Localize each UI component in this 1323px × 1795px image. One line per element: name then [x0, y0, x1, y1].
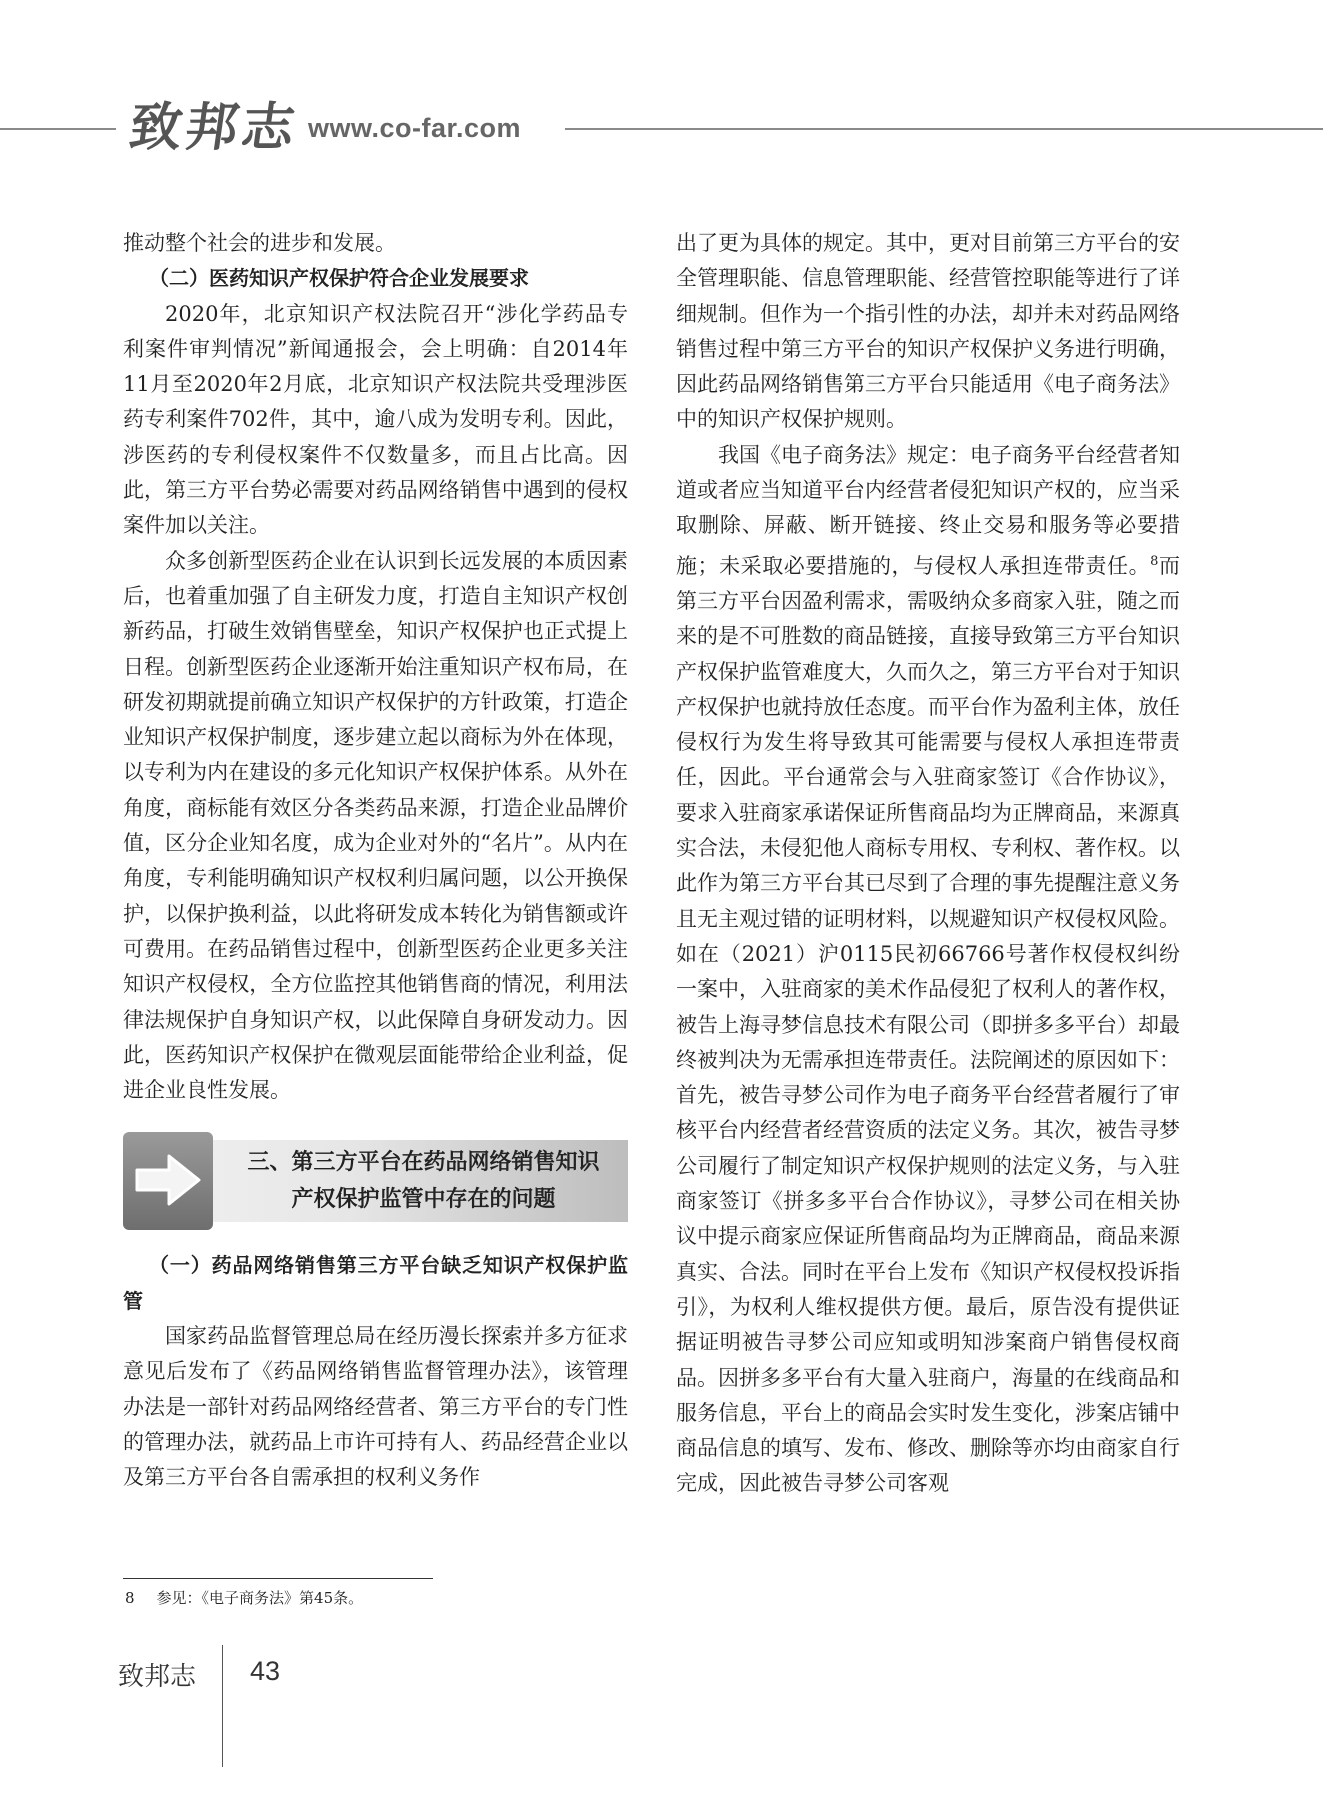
page-number: 43	[250, 1656, 281, 1686]
paragraph-text: 我国《电子商务法》规定：电子商务平台经营者知道或者应当知道平台内经营者侵犯知识产权的，应当采取删除、屏蔽、断开链接、终止交易和服务等必要措施；未采取必要措施的，与侵权人承担连带责任。	[676, 442, 1180, 578]
section-title	[219, 1144, 628, 1218]
section-heading-banner	[123, 1140, 628, 1222]
paragraph: 2020年，北京知识产权法院召开“涉化学药品专利案件审判情况”新闻通报会，会上明确：自2014年11月至2020年2月底，北京知识产权法院共受理涉医药专利案件702件，其中，逾八成为发明专利。因此，涉医药的专利侵权案件不仅数量多，而且占比高。因此，第三方平台势必需要对药品网络销售中遇到的侵权案件加以关注。	[123, 301, 628, 538]
paragraph: 出了更为具体的规定。其中，更对目前第三方平台的安全管理职能、信息管理职能、经营管控职能等进行了详细规制。但作为一个指引性的办法，却并未对药品网络销售过程中第三方平台的知识产权保护义务进行明确，因此药品网络销售第三方平台只能适用《电子商务法》中的知识产权保护规则。	[676, 231, 1180, 432]
arrow-badge	[123, 1132, 213, 1230]
website-url[interactable]: www.co-far.com	[308, 113, 522, 143]
left-column	[123, 226, 628, 1496]
subheading: （一）药品网络销售第三方平台缺乏知识产权保护监管	[123, 1253, 628, 1313]
subheading: （二）医药知识产权保护符合企业发展要求	[149, 266, 529, 291]
magazine-logo: 致邦志	[125, 97, 303, 158]
header-rule-right	[565, 128, 1323, 130]
paragraph: 众多创新型医药企业在认识到长远发展的本质因素后，也着重加强了自主研发力度，打造自主知识产权创新药品，打破生效销售壁垒，知识产权保护也正式提上日程。创新型医药企业逐渐开始注重知识产权布局，在研发初期就提前确立知识产权保护的方针政策，打造企业知识产权保护制度，逐步建立起以商标为外在体现，以专利为内在建设的多元化知识产权保护体系。从外在角度，商标能有效区分各类药品来源，打造企业品牌价值，区分企业知名度，成为企业对外的“名片”。从内在角度，专利能明确知识产权权利归属问题，以公开换保护，以保护换利益，以此将研发成本转化为销售额或许可费用。在药品销售过程中，创新型医药企业更多关注知识产权侵权，全方位监控其他销售商的情况，利用法律法规保护自身知识产权，以此保障自身研发动力。因此，医药知识产权保护在微观层面能带给企业利益，促进企业良性发展。	[123, 548, 628, 1103]
footer-brand: 致邦志	[118, 1662, 197, 1692]
section-title-line: 产权保护监管中存在的问题	[291, 1187, 556, 1213]
section-title-line: 三、第三方平台在药品网络销售知识	[247, 1150, 600, 1176]
footnote-ref[interactable]: 8	[1150, 553, 1159, 569]
arrow-right-icon	[131, 1150, 205, 1210]
footnote	[125, 1588, 363, 1608]
footnote-text: 参见：《电子商务法》第45条。	[156, 1589, 364, 1607]
paragraph-text: 而第三方平台因盈利需求，需吸纳众多商家入驻，随之而来的是不可胜数的商品链接，直接导致第三方平台知识产权保护监管难度大，久而久之，第三方平台对于知识产权保护也就持放任态度。而平台作为盈利主体，放任侵权行为发生将导致其可能需要与侵权人承担连带责任，因此。平台通常会与入驻商家签订《合作协议》，要求入驻商家承诺保证所售商品均为正牌商品，来源真实合法，未侵犯他人商标专用权、专利权、著作权。以此作为第三方平台其已尽到了合理的事先提醒注意义务且无主观过错的证明材料，以规避知识产权侵权风险。如在（2021）沪0115民初66766号著作权侵权纠纷一案中，入驻商家的美术作品侵犯了权利人的著作权，被告上海寻梦信息技术有限公司（即拼多多平台）却最终被判决为无需承担连带责任。法院阐述的原因如下：首先，被告寻梦公司作为电子商务平台经营者履行了审核平台内经营者经营资质的法定义务。其次，被告寻梦公司履行了制定知识产权保护规则的法定义务，与入驻商家签订《拼多多平台合作协议》，寻梦公司在相关协议中提示商家应保证所售商品均为正牌商品，商品来源真实、合法。同时在平台上发布《知识产权侵权投诉指引》，为权利人维权提供方便。最后，原告没有提供证据证明被告寻梦公司应知或明知涉案商户销售侵权商品。因拼多多平台有大量入驻商户，海量的在线商品和服务信息，平台上的商品会实时发生变化，涉案店铺中商品信息的填写、发布、修改、删除等亦均由商家自行完成，因此被告寻梦公司客观	[676, 553, 1181, 1496]
header-rule-left	[0, 128, 116, 130]
footer-divider	[222, 1645, 223, 1767]
paragraph: 推动整个社会的进步和发展。	[123, 231, 396, 255]
footnote-rule	[123, 1578, 433, 1579]
right-column	[676, 226, 1180, 1502]
paragraph: 国家药品监督管理总局在经历漫长探索并多方征求意见后发布了《药品网络销售监督管理办法》，该管理办法是一部针对药品网络经营者、第三方平台的专门性的管理办法，就药品上市许可持有人、药品经营企业以及第三方平台各自需承担的权利义务作	[123, 1324, 628, 1490]
footnote-number: 8	[125, 1589, 135, 1607]
paragraph	[676, 438, 1180, 1502]
